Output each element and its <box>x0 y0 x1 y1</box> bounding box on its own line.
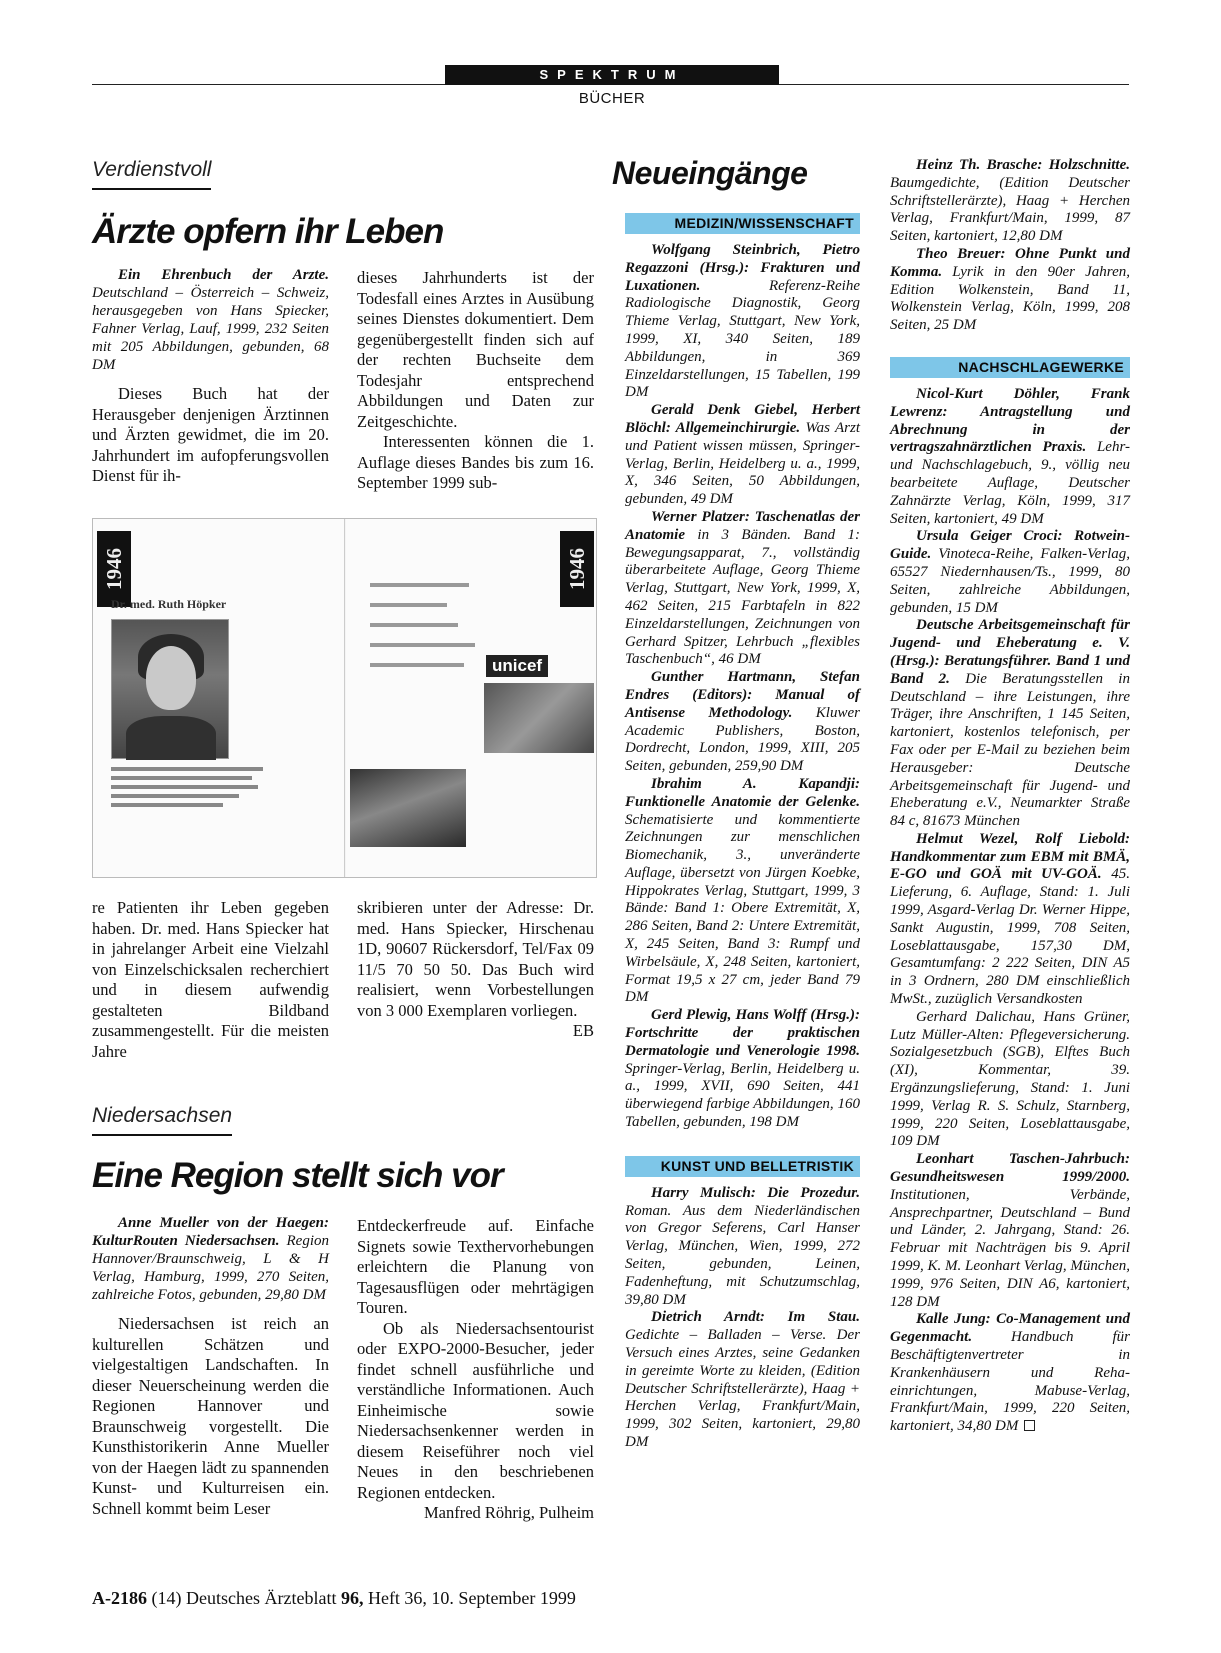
list-item: Heinz Th. Brasche: Holzschnitte. Baumgedichte, (Edition Deutscher Schriftstellerärzte), Haag + Herchen Verlag, Frankfurt/Main, 1999, 87 Seiten, kartoniert, 12,80 DM <box>890 157 1130 245</box>
list-item: Helmut Wezel, Rolf Liebold: Handkommentar zum EBM mit BMÄ, E-GO und GOÄ mit UV-GOÄ. 45. Lieferung, 6. Auflage, Stand: 1. Juli 1999, Asgard-Verlag Dr. Werner Hippe, Sankt Augustin, 1999, 708 Seiten, Loseblattausgabe, 157,30 DM, Gesamtumfang: 2 222 Seiten, DIN A5 in 3 Ordnern, 280 DM einschließlich MwSt., zuzüglich Versandkosten <box>890 830 1131 1008</box>
article2-col2 <box>357 1216 594 1524</box>
neueingaenge-col1 <box>625 213 860 1452</box>
list-item: Dietrich Arndt: Im Stau. Gedichte – Balladen – Verse. Der Versuch eines Arztes, seine Gedanken in gereimte Worte zu kleiden, (Edition Deutscher Schriftstellerärzte), Haag + Herchen Verlag, Frankfurt/Main, 1999, 302 Seiten, kartoniert, 29,80 DM <box>625 1309 860 1450</box>
section-bar-kunst: KUNST UND BELLETRISTIK <box>625 1156 860 1177</box>
list-item: Werner Platzer: Taschenatlas der Anatomie in 3 Bänden. Band 1: Bewegungsapparat, 7., vollständig überarbeitete Auflage, Georg Thieme Verlag, Stuttgart, New York, 1999, X, 462 Seiten, 215 Farbtafeln in 822 Einzeldarstellungen, Zeichnungen von Gerhard Spitzer, Lehrbuch „flexibles Taschenbuch“, 46 DM <box>625 508 860 668</box>
article1-col1-cont <box>92 898 329 1062</box>
article2-biblio-rest: Region Hannover/Braunschweig, L & H Verlag, Hamburg, 1999, 270 Seiten, zahlreiche Fotos, gebunden, 29,80 DM <box>92 1233 329 1303</box>
historic-photo-2 <box>350 769 466 847</box>
journal-volume: 96, <box>340 1588 364 1608</box>
neueingaenge-title: Neueingänge <box>612 155 808 191</box>
section-bar-nachschlage: NACHSCHLAGEWERKE <box>890 357 1130 378</box>
page-number: A-2186 <box>92 1588 147 1608</box>
list-item: Deutsche Arbeitsgemeinschaft für Jugend- und Eheberatung e. V. (Hrsg.): Beratungsführer. Band 1 und Band 2. Die Beratungsstellen in Deutschland – ihre Leistungen, ihre Träger, ihre Anschriften, 1 145 Seiten, kartoniert, kostenlos telefonisch, per Fax oder per E-Mail zu beziehen beim Herausgeber: Deutsche Arbeitsgemeinschaft für Jugend- und Eheberatung e.V., Neumarkter Straße 84 c, 81673 München <box>890 617 1130 830</box>
article1-col1-text: Dieses Buch hat der Herausgeber denjenigen Ärztinnen und Ärzten gewidmet, die im 20. Jahrhundert im aufopferungsvollen Dienst für ih- <box>92 384 329 485</box>
list-item: Gunther Hartmann, Stefan Endres (Editors): Manual of Antisense Methodology. Kluwer Academic Publishers, Boston, Dordrecht, London, 1999, XIII, 205 Seiten, gebunden, 259,90 DM <box>625 669 860 775</box>
portrait-photo <box>111 619 229 759</box>
year-tab-right: 1946 <box>560 531 594 607</box>
article1-kicker: Verdienstvoll <box>92 158 211 190</box>
book-left-page <box>93 519 345 878</box>
subsection-label: BÜCHER <box>578 90 646 107</box>
neueingaenge-col2 <box>890 157 1130 1436</box>
list-item: Wolfgang Steinbrich, Pietro Regazzoni (Hrsg.): Frakturen und Luxationen. Referenz-Reihe Radiologische Diagnostik, Georg Thieme Verlag, Stuttgart, New York, 1999, XI, 340 Seiten, 189 Abbildungen, in 369 Einzeldarstellungen, 15 Tabellen, 199 DM <box>625 242 860 401</box>
list-item: Leonhart Taschen-Jahrbuch: Gesundheitswesen 1999/2000. Institutionen, Verbände, Ansprechpartner, Deutschland – Bund und Länder, 2. Jahrgang, Stand: 26. Februar mit Nachträgen bis 9. April 1999, K. M. Leonhart Verlag, München, 1999, 976 Seiten, DIN A6, kartoniert, 128 DM <box>890 1151 1130 1310</box>
article1-col2 <box>357 268 594 494</box>
article1-biblio-title: Ein Ehrenbuch der Arzte. <box>118 267 329 283</box>
article1-col2-cont <box>357 898 594 1042</box>
page-number-paren: (14) <box>151 1588 182 1608</box>
article1-author: EB <box>572 1021 594 1040</box>
page-footer <box>92 1588 576 1609</box>
journal-name: Deutsches Ärzteblatt <box>186 1588 337 1608</box>
portrait-name: Dr. med. Ruth Höpker <box>111 597 227 611</box>
article2-biblio-title: Anne Mueller von der Haegen: KulturRouten Niedersachsen. <box>92 1215 329 1249</box>
timeline-text <box>370 583 480 683</box>
list-item: Gerd Plewig, Hans Wolff (Hrsg.): Fortschritte der praktischen Dermatologie und Venerologie 1998. Springer-Verlag, Berlin, Heidelberg u. a., 1999, XVII, 690 Seiten, 441 überwiegend farbige Abbildungen, 160 Tabellen, gebunden, 198 DM <box>625 1007 860 1131</box>
list-item: Ibrahim A. Kapandji: Funktionelle Anatomie der Gelenke. Schematisierte und kommentierte Zeichnungen zur menschlichen Biomechanik, 3., unveränderte Auflage, übersetzt von Jürgen Koebke, Hippokrates Verlag, Stuttgart, 1999, 3 Bände: Band 1: Obere Extremität, X, 286 Seiten, Band 2: Untere Extremität, X, 245 Seiten, Band 3: Rumpf und Wirbelsäule, X, 248 Seiten, kartoniert, Format 19,5 x 27 cm, jeder Band 79 DM <box>625 775 860 1006</box>
article2-col2-text2: Ob als Niedersachsentourist oder EXPO-2000-Besucher, jeder findet schnell ausführliche und verständliche Informationen. Auch Einheimische sowie Niedersachsenkenner werden in diesem Reiseführer noch viel Neues in den beschriebenen Regionen entdecken. <box>357 1318 594 1502</box>
unicef-logo: unicef <box>486 655 548 677</box>
article2-headline: Eine Region stellt sich vor <box>92 1156 503 1195</box>
article1-biblio-rest: Deutschland – Österreich – Schweiz, herausgegeben von Hans Spiecker, Fahner Verlag, Lauf, 1999, 232 Seiten mit 205 Abbildungen, gebunden, 68 DM <box>92 285 329 373</box>
list-item: Nicol-Kurt Döhler, Frank Lewrenz: Antragstellung und Abrechnung in der vertragszahnärztlichen Praxis. Lehr- und Nachschlagebuch, 9., völlig neu bearbeitete Auflage, Deutscher Zahnärzte Verlag, Köln, 1999, 317 Seiten, kartoniert, 49 DM <box>890 385 1130 527</box>
list-item: Gerhard Dalichau, Hans Grüner, Lutz Müller-Alten: Pflegeversicherung. Sozialgesetzbuch (SGB), Elftes Buch (XI), Kommentar, 39. Ergänzungslieferung, Stand: 1. Juni 1999, Verlag R. S. Schulz, Starnberg, 1999, 220 Seiten, Loseblattausgabe, 109 DM <box>890 1008 1130 1150</box>
section-bar-medizin: MEDIZIN/WISSENSCHAFT <box>625 213 860 234</box>
article1-col2-text: dieses Jahrhunderts ist der Todesfall eines Arztes in Ausübung seines Dienstes dokumentiert. Dem gegenübergestellt finden sich auf der rechten Buchseite dem Todesjahr entsprechend Abbildungen und Daten zur Zeitgeschichte. <box>357 268 594 431</box>
section-banner: SPEKTRUM <box>445 65 779 85</box>
article2-kicker: Niedersachsen <box>92 1104 232 1136</box>
article1-biblio <box>92 266 329 374</box>
book-right-page <box>346 519 597 878</box>
year-tab-left: 1946 <box>97 531 131 607</box>
list-item: Harry Mulisch: Die Prozedur. Roman. Aus dem Niederländischen von Gregor Seferens, Carl Hanser Verlag, München, Wien, 1999, 272 Seiten, gebunden, Leinen, Fadenheftung, mit Schutzumschlag, 39,80 DM <box>625 1184 860 1308</box>
list-item: Gerald Denk Giebel, Herbert Blöchl: Allgemeinchirurgie. Was Arzt und Patient wissen müssen, Springer-Verlag, Berlin, Heidelberg u. a., 1999, X, 346 Seiten, 50 Abbildungen, gebunden, 49 DM <box>625 402 860 508</box>
historic-photo-1 <box>484 683 594 753</box>
article1-col2-after: skribieren unter der Adresse: Dr. med. Hans Spiecker, Hirschenau 1D, 90607 Rückersdorf, Tel/Fax 09 11/5 70 50 50. Das Buch wird realisiert, wenn Vorbestellungen von 3 000 Exemplaren vorliegen. <box>357 898 594 1020</box>
article2-biblio <box>92 1214 329 1304</box>
article1-col1-after: re Patienten ihr Leben gegeben haben. Dr. med. Hans Spiecker hat in jahrelanger Arbeit eine Vielzahl von Einzelschicksalen recherchiert und in diesem aufwendig gestalteten Bildband zusammengestellt. Für die meisten Jahre <box>92 898 329 1061</box>
article2-col1-text: Niedersachsen ist reich an kulturellen Schätzen und vielgestaltigen Landschaften. In dieser Neuerscheinung werden die Regionen Hannover und Braunschweig vorgestellt. Die Kunsthistorikerin Anne Mueller von der Haegen lädt zu spannenden Kunst- und Kulturreisen ein. Schnell kommt beim Leser <box>92 1314 329 1518</box>
article2-author: Manfred Röhrig, Pulheim <box>423 1503 594 1522</box>
list-item: Theo Breuer: Ohne Punkt und Komma. Lyrik in den 90er Jahren, Edition Wolkenstein, Band 11, Wolkenstein Verlag, Köln, 1999, 208 Seiten, 25 DM <box>890 245 1130 334</box>
list-item: Ursula Geiger Croci: Rotwein-Guide. Vinoteca-Reihe, Falken-Verlag, 65527 Niedernhausen/Ts., 1999, 80 Seiten, zahlreiche Abbildungen, gebunden, 15 DM <box>890 528 1130 616</box>
article1-col1 <box>92 266 329 487</box>
book-spread-photo <box>92 518 597 878</box>
end-mark-icon <box>1024 1420 1035 1431</box>
article2-col1 <box>92 1214 329 1519</box>
article1-headline: Ärzte opfern ihr Leben <box>92 212 444 251</box>
article1-col2-text2: Interessenten können die 1. Auflage dieses Bandes bis zum 16. September 1999 sub- <box>357 432 594 492</box>
journal-issue: Heft 36, 10. September 1999 <box>367 1588 576 1608</box>
article2-col2-text: Entdeckerfreude auf. Einfache Signets sowie Texthervorhebungen erleichtern die Planung von Tagesausflügen oder mehrtägigen Touren. <box>357 1216 594 1317</box>
portrait-caption <box>111 767 271 812</box>
list-item: Kalle Jung: Co-Management und Gegenmacht. Handbuch für Beschäftigtenvertreter in Krankenhäusern und Reha-einrichtungen, Mabuse-Verlag, Frankfurt/Main, 1999, 220 Seiten, kartoniert, 34,80 DM <box>890 1311 1130 1435</box>
